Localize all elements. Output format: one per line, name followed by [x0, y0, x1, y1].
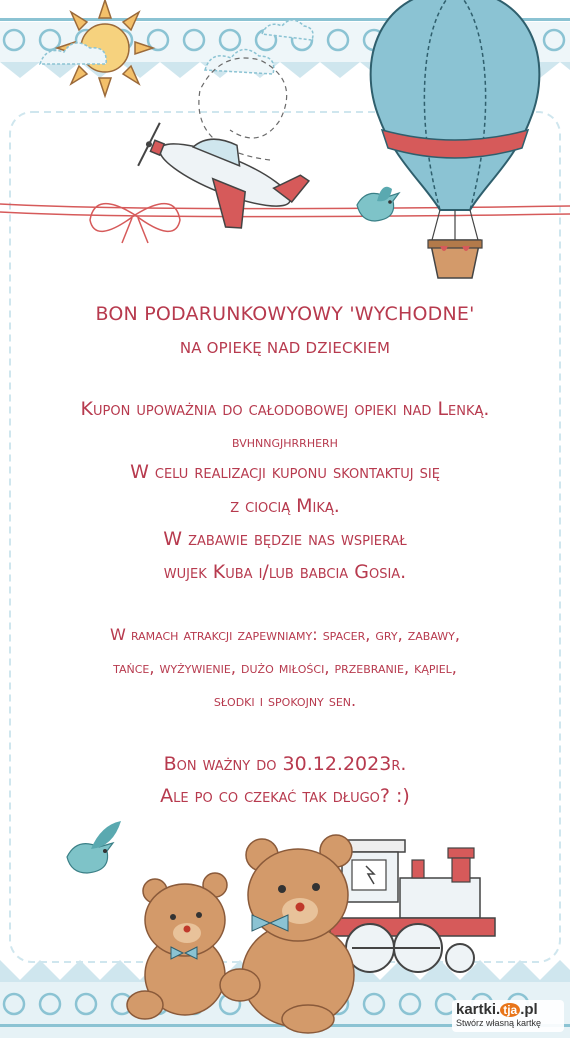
hot-air-balloon-icon — [371, 0, 540, 278]
watermark-tagline: Stwórz własną kartkę — [456, 1018, 542, 1028]
bird-icon — [67, 821, 121, 873]
card-line: słodki i spokojny sen. — [213, 691, 357, 710]
toy-train-icon — [330, 840, 495, 972]
card-line: bvhnngjhrrherh — [232, 432, 338, 451]
card-line: z ciocią Miką. — [230, 495, 340, 517]
tja-badge: tja — [500, 1003, 520, 1017]
card-line: Ale po co czekać tak długo? :) — [160, 785, 410, 807]
ribbon-bow-icon — [0, 204, 570, 243]
card-line: Bon ważny do 30.12.2023r. — [163, 753, 407, 775]
card-title: BON PODARUNKOWYOWY 'WYCHODNE' — [95, 303, 475, 325]
card-line: Kupon upoważnia do całodobowej opieki nad Lenką. — [80, 398, 490, 420]
card-line: W zabawie będzie nas wspierał — [163, 528, 407, 550]
card-subtitle: NA OPIEKĘ NAD DZIECKIEM — [179, 339, 391, 357]
card-line: tańce, wyżywienie, dużo miłości, przebranie, kąpiel, — [113, 658, 457, 677]
kartki-watermark[interactable] — [452, 1000, 564, 1032]
kartki-logo: kartki. tja .pl — [456, 1001, 538, 1018]
card-line: wujek Kuba i/lub babcia Gosia. — [163, 561, 407, 583]
airplane-icon — [128, 113, 311, 249]
card-line: W celu realizacji kuponu skontaktuj się — [130, 461, 440, 483]
card-line: W ramach atrakcji zapewniamy: spacer, gry, zabawy, — [110, 625, 460, 644]
teddy-bear-icon — [127, 873, 227, 1019]
